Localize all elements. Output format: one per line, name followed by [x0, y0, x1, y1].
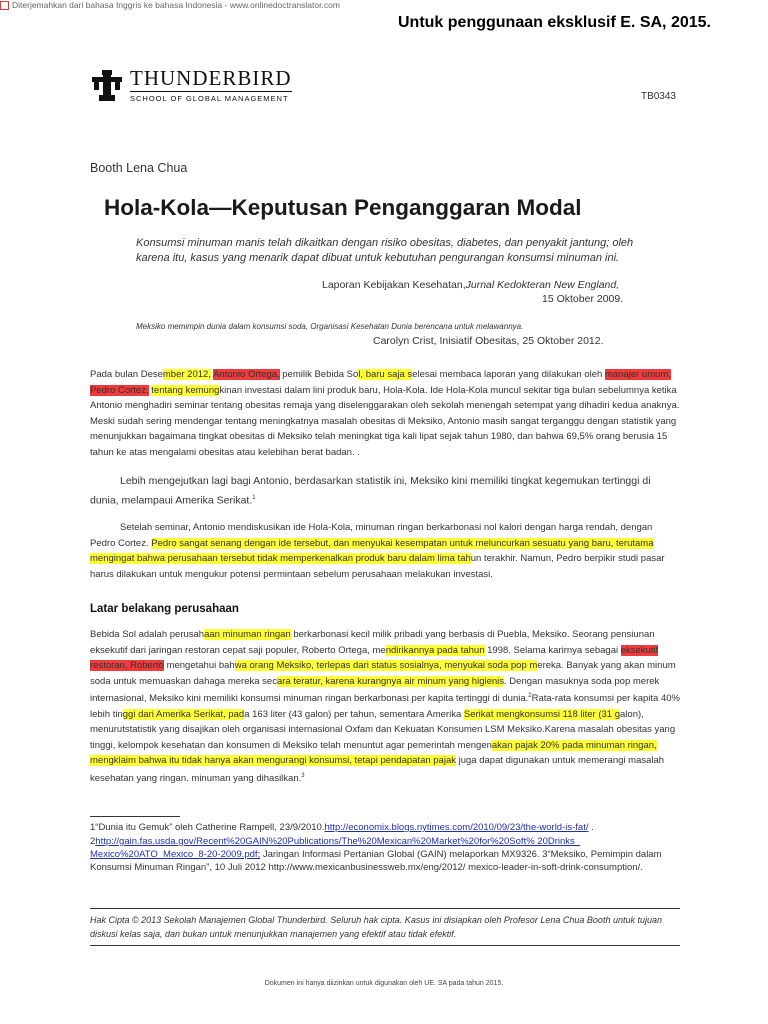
page-footer: Dokumen ini hanya diizinkan untuk digunakan oleh UE. SA pada tahun 2015.	[264, 980, 504, 987]
epigraph-source-a: Laporan Kebijakan Kesehatan,	[322, 279, 466, 291]
epigraph-source-1	[322, 279, 619, 291]
footnote-2: 2http://gain.fas.usda.gov/Recent%20GAIN%20Publications/The%20Mexican%20Market%20for%20Soft% 20Drinks_ Mexico%20ATO_Mexico_8-20-2009.pdf; Jaringan Informasi Pertanian Global (GAIN) melaporkan MX9326. 3“Meksiko, Pemimpin dalam Konsumsi Minuman Ringan”, 10 Juli 2012 http://www.mexicanbusinessweb.mx/eng/2012/ mexico-leader-in-soft-drink-consumption/.	[90, 836, 662, 873]
logo-brand: THUNDERBIRD	[130, 66, 292, 90]
footnote-link-1[interactable]: http://economix.blogs.nytimes.com/2010/09/23/the-world-is-fat/	[324, 822, 589, 833]
footnote-link-2[interactable]: http://gain.fas.usda.gov/Recent%20GAIN%20Publications/The%20Mexican%20Market%20for%20Soft% 20Drinks_ Mexico%20ATO_Mexico_8-20-2009.pdf;	[90, 836, 581, 860]
epigraph-quote-1: Konsumsi minuman manis telah dikaitkan dengan risiko obesitas, diabetes, dan penyakit jantung; oleh karena itu, kasus yang menarik dapat dibuat untuk kebutuhan pengurangan konsumsi minuman ini.	[136, 237, 634, 264]
paragraph-2: Lebih mengejutkan lagi bagi Antonio, berdasarkan statistik ini, Meksiko kini memiliki tingkat kegemukan tertinggi di dunia, melampaui Amerika Serikat.$^1$	[90, 475, 651, 507]
thunderbird-logo	[90, 68, 292, 103]
paragraph-1: Pada bulan Desember 2012, Antonio Ortega, pemilik Bebida Sol, baru saja selesai membaca laporan yang dilakukan oleh manajer umum, Pedro Cortez, tentang kemungkinan investasi dalam lini produk baru, Hola-Kola. Ide Hola-Kola muncul sekitar tiga bulan sebelumnya ketika Antonio menghadiri seminar tentang obesitas remaja yang diselenggarakan oleh sekolah menengah setempat yang dihadiri kedua anaknya. Meski sudah sering mendengar tentang meningkatnya masalah obesitas di Meksiko, Antonio masih sangat terganggu dengan statistik yang menunjukkan bagaimana tingkat obesitas di Meksiko telah meningkat tiga kali lipat sejak tahun 1980, dan bahwa 69,5% orang berusia 15 tahun ke atas mengalami obesitas atau kelebihan berat badan. .	[90, 369, 680, 458]
epigraph-source-b: Jurnal Kedokteran New England,	[465, 279, 620, 291]
epigraph-source-2: Carolyn Crist, Inisiatif Obesitas, 25 Oktober 2012.	[373, 335, 604, 347]
highlight-red: eksekutif restoran, Roberto	[90, 644, 659, 671]
highlight-red: manajer umum, Pedro Cortez,	[90, 369, 671, 396]
logo-school: SCHOOL OF GLOBAL MANAGEMENT	[130, 91, 292, 103]
paragraph-3: Setelah seminar, Antonio mendiskusikan ide Hola-Kola, minuman ringan berkarbonasi nol kalori dengan harga rendah, dengan Pedro Cortez. Pedro sangat senang dengan ide tersebut, dan menyukai kesempatan untuk meluncurkan sesuatu yang baru, terutama mengingat bahwa perusahaan tersebut tidak memperkenalkan produk baru dalam lima tahun terakhir. Namun, Pedro berpikir studi pasar harus dilakukan untuk mengukur potensi permintaan sebelum perusahaan melakukan investasi.	[90, 522, 665, 580]
author: Booth Lena Chua	[90, 161, 188, 175]
epigraph-quote-2: Meksiko memimpin dunia dalam konsumsi soda, Organisasi Kesehatan Dunia berencana untuk melawannya.	[136, 322, 524, 331]
paragraph-4: Bebida Sol adalah perusahaan minuman ringan berkarbonasi kecil milik pribadi yang berbasis di Puebla, Meksiko. Seorang pensiunan eksekutif dari jaringan restoran cepat saji populer, Roberto Ortega, mendirikannya pada tahun 1998. Selama karirnya sebagai eksekutif restoran, Roberto mengetahui bahwa orang Meksiko, terlepas dari status sosialnya, menyukai soda pop mereka. Banyak yang akan minum soda untuk memuaskan dahaga mereka secara teratur, karena kurangnya air minum yang higienis. Dengan masuknya soda pop merek internasional, Meksiko kini memiliki konsumsi minuman ringan berkarbonasi per kapita tertinggi di dunia.$^2$Rata-rata konsumsi per kapita 40% lebih tinggi dari Amerika Serikat, pada 163 liter (43 galon) per tahun, sementara Amerika Serikat mengkonsumsi 118 liter (31 galon), menurutstatistik yang disajikan oleh organisasi internasional Oxfam dan Kekuatan Konsumen LSM Meksiko.Karena masalah obesitas yang tinggi, kelompok kesehatan dan konsumen di Meksiko telah menuntut agar pemerintah mengenakan pajak 20% pada minuman ringan, mengklaim bahwa itu tidak hanya akan mengurangi konsumsi, tetapi pendapatan pajak juga dapat digunakan untuk memerangi masalah kesehatan yang ringan. minuman yang dihasilkan.$^3$	[90, 629, 680, 784]
document-id: TB0343	[640, 91, 676, 102]
highlight-red: Antonio Ortega,	[213, 369, 280, 380]
footnote-1: 1“Dunia itu Gemuk” oleh Catherine Rampell, 23/9/2010.http://economix.blogs.nytimes.com/2010/09/23/the-world-is-fat/ .	[90, 822, 594, 833]
translator-text[interactable]: Diterjemahkan dari bahasa Inggris ke bahasa Indonesia - www.onlinedoctranslator.com	[12, 0, 340, 10]
epigraph-date-1: 15 Oktober 2009.	[542, 293, 624, 305]
exclusive-use-notice: Untuk penggunaan eksklusif E. SA, 2015.	[398, 14, 711, 31]
page-title: Hola-Kola—Keputusan Penganggaran Modal	[104, 195, 582, 220]
thunderbird-emblem-icon	[90, 69, 124, 103]
footnote-divider	[90, 816, 180, 817]
translator-notice	[0, 0, 340, 10]
section-heading: Latar belakang perusahaan	[90, 603, 239, 615]
translator-icon	[0, 1, 9, 10]
copyright-notice: Hak Cipta © 2013 Sekolah Manajemen Global Thunderbird. Seluruh hak cipta. Kasus ini disiapkan oleh Profesor Lena Chua Booth untuk tujuan diskusi kelas saja, dan bukan untuk menunjukkan manajemen yang efektif atau tidak efektif.	[90, 908, 680, 946]
